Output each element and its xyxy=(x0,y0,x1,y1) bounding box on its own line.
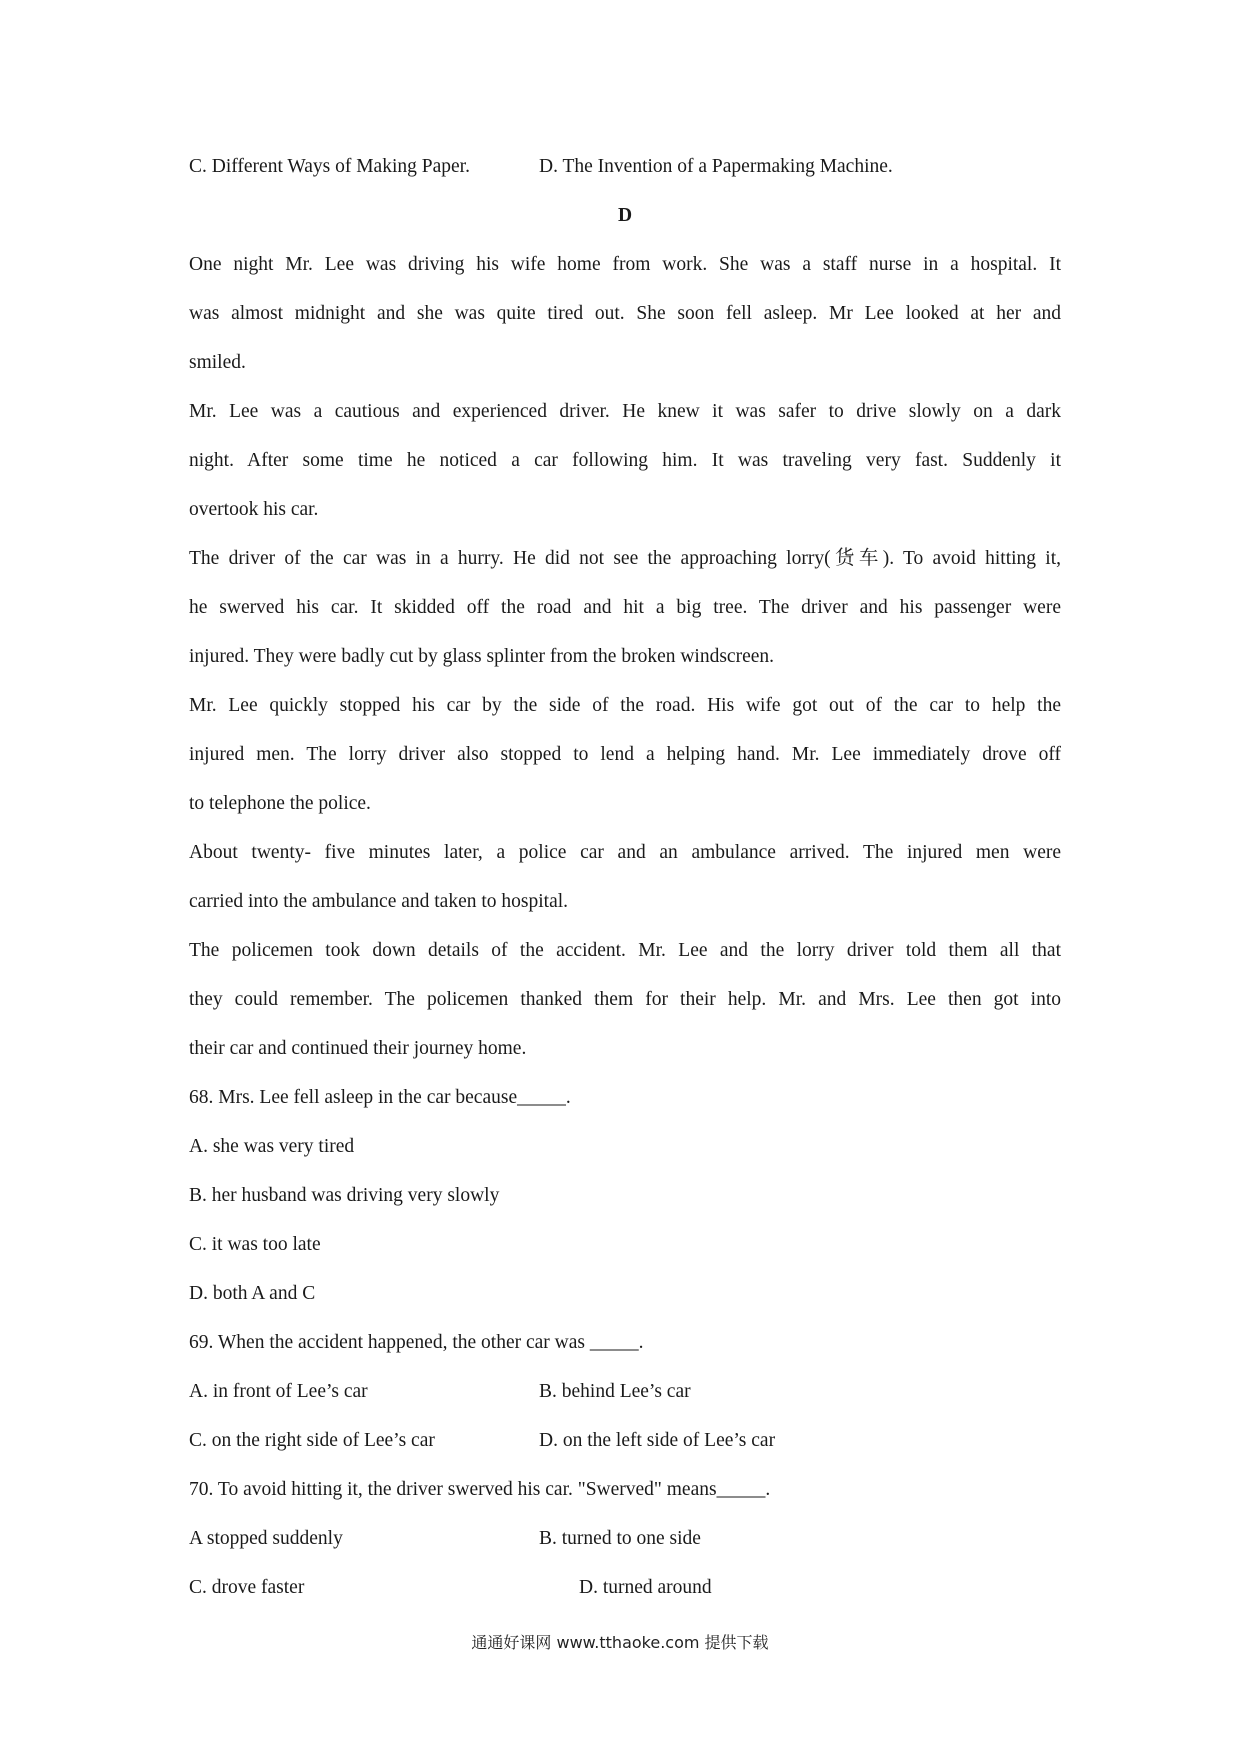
passage-line: overtook his car. xyxy=(189,499,319,520)
answer-option-d: D. both A and C xyxy=(189,1283,316,1304)
passage-line: About twenty- five minutes later, a police car and an ambulance arrived. The injured men were xyxy=(189,842,1061,863)
answer-option-b: B. her husband was driving very slowly xyxy=(189,1185,500,1206)
answer-option-b: B. behind Lee’s car xyxy=(539,1381,691,1402)
passage-line: their car and continued their journey home. xyxy=(189,1038,527,1059)
question-70 xyxy=(189,1481,1061,1628)
passage-line: he swerved his car. It skidded off the road and hit a big tree. The driver and his passenger were xyxy=(189,597,1061,618)
passage-line: smiled. xyxy=(189,352,246,373)
section-label: D xyxy=(617,205,633,226)
answer-options-row xyxy=(189,1432,1061,1481)
passage-line: carried into the ambulance and taken to hospital. xyxy=(189,891,569,912)
passage-line: night. After some time he noticed a car following him. It was traveling very fast. Suddenly it xyxy=(189,450,1061,471)
answer-options-row xyxy=(189,1579,1061,1628)
option-c: C. Different Ways of Making Paper. xyxy=(189,156,470,177)
question-stem: 69. When the accident happened, the other car was _____. xyxy=(189,1332,644,1353)
question-69 xyxy=(189,1334,1061,1481)
answer-option-d: D. on the left side of Lee’s car xyxy=(539,1430,776,1451)
document-page xyxy=(189,158,1061,1628)
passage-line: Mr. Lee was a cautious and experienced driver. He knew it was safer to drive slowly on a dark xyxy=(189,401,1061,422)
reading-passage xyxy=(189,256,1061,1089)
answer-option-d: D. turned around xyxy=(579,1577,712,1598)
question-stem: 68. Mrs. Lee fell asleep in the car because_____. xyxy=(189,1087,571,1108)
previous-question-options xyxy=(189,158,1061,207)
answer-options-row xyxy=(189,1383,1061,1432)
option-d: D. The Invention of a Papermaking Machine. xyxy=(539,156,893,177)
passage-line: injured. They were badly cut by glass splinter from the broken windscreen. xyxy=(189,646,775,667)
question-stem: 70. To avoid hitting it, the driver swerved his car. "Swerved" means_____. xyxy=(189,1479,771,1500)
page-footer: 通通好课网 www.tthaoke.com 提供下载 xyxy=(471,1633,769,1652)
answer-option-c: C. drove faster xyxy=(189,1577,305,1598)
answer-option-a: A. in front of Lee’s car xyxy=(189,1381,368,1402)
answer-options-row xyxy=(189,1530,1061,1579)
answer-option-a: A stopped suddenly xyxy=(189,1528,343,1549)
passage-line: to telephone the police. xyxy=(189,793,371,814)
answer-option-a: A. she was very tired xyxy=(189,1136,355,1157)
passage-line: was almost midnight and she was quite tired out. She soon fell asleep. Mr Lee looked at her and xyxy=(189,303,1061,324)
answer-option-c: C. it was too late xyxy=(189,1234,321,1255)
passage-line: One night Mr. Lee was driving his wife home from work. She was a staff nurse in a hospital. It xyxy=(189,254,1061,275)
passage-line: they could remember. The policemen thanked them for their help. Mr. and Mrs. Lee then got into xyxy=(189,989,1061,1010)
passage-line: The driver of the car was in a hurry. He did not see the approaching lorry(货车). To avoid hitting it, xyxy=(189,548,1061,569)
passage-line: injured men. The lorry driver also stopped to lend a helping hand. Mr. Lee immediately drove off xyxy=(189,744,1061,765)
answer-option-c: C. on the right side of Lee’s car xyxy=(189,1430,435,1451)
passage-line: Mr. Lee quickly stopped his car by the side of the road. His wife got out of the car to help the xyxy=(189,695,1061,716)
question-68 xyxy=(189,1089,1061,1334)
answer-option-b: B. turned to one side xyxy=(539,1528,701,1549)
passage-line: The policemen took down details of the accident. Mr. Lee and the lorry driver told them all that xyxy=(189,940,1061,961)
